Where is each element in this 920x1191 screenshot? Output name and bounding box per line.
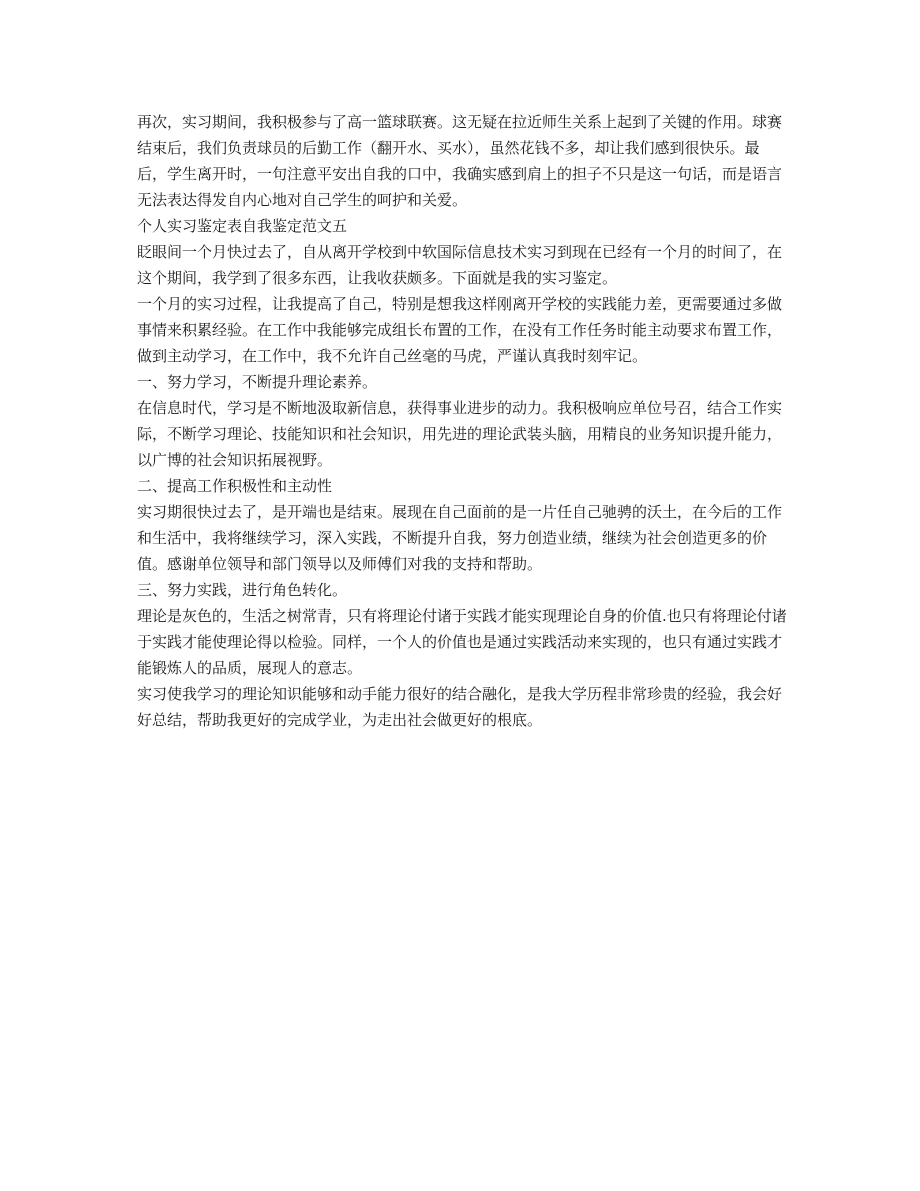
heading-practice: 三、努力实践，进行角色转化。 bbox=[137, 581, 348, 599]
paragraph-intro: 眨眼间一个月快过去了，自从离开学校到中软国际信息技术实习到现在已经有一个月的时间了，在这个期间，我学到了很多东西，让我收获颇多。下面就是我的实习鉴定。 bbox=[137, 243, 783, 287]
paragraph-conclusion: 实习使我学习的理论知识能够和动手能力很好的结合融化，是我大学历程非常珍贵的经验，我会好好总结，帮助我更好的完成学业，为走出社会做更好的根底。 bbox=[137, 685, 783, 729]
heading-initiative: 二、提高工作积极性和主动性 bbox=[137, 477, 333, 495]
document-body bbox=[137, 109, 787, 733]
paragraph-basketball: 再次，实习期间，我积极参与了高一篮球联赛。这无疑在拉近师生关系上起到了关键的作用。球赛结束后，我们负责球员的后勤工作（翻开水、买水），虽然花钱不多，却让我们感到很快乐。最后，学生离开时，一句注意平安出自我的口中，我确实感到肩上的担子不只是这一句话，而是语言无法表达得发自内心地对自己学生的呵护和关爱。 bbox=[137, 113, 783, 209]
paragraph-initiative: 实习期很快过去了，是开端也是结束。展现在自己面前的是一片任自己驰骋的沃土，在今后的工作和生活中，我将继续学习，深入实践，不断提升自我，努力创造业绩，继续为社会创造更多的价值。感谢单位领导和部门领导以及师傅们对我的支持和帮助。 bbox=[137, 503, 783, 573]
paragraph-practice: 理论是灰色的，生活之树常青，只有将理论付诸于实践才能实现理论自身的价值.也只有将理论付诸于实践才能使理论得以检验。同样，一个人的价值也是通过实践活动来实现的，也只有通过实践才能锻炼人的品质，展现人的意志。 bbox=[137, 607, 787, 677]
paragraph-one-month: 一个月的实习过程，让我提高了自己，特别是想我这样刚离开学校的实践能力差，更需要通过多做事情来积累经验。在工作中我能够完成组长布置的工作，在没有工作任务时能主动要求布置工作，做到主动学习，在工作中，我不允许自己丝毫的马虎，严谨认真我时刻牢记。 bbox=[137, 295, 783, 365]
paragraph-study: 在信息时代，学习是不断地汲取新信息，获得事业进步的动力。我积极响应单位号召，结合工作实际，不断学习理论、技能知识和社会知识，用先进的理论武装头脑，用精良的业务知识提升能力，以广博的社会知识拓展视野。 bbox=[137, 399, 783, 469]
heading-study: 一、努力学习，不断提升理论素养。 bbox=[137, 373, 378, 391]
section-title: 个人实习鉴定表自我鉴定范文五 bbox=[137, 217, 348, 235]
